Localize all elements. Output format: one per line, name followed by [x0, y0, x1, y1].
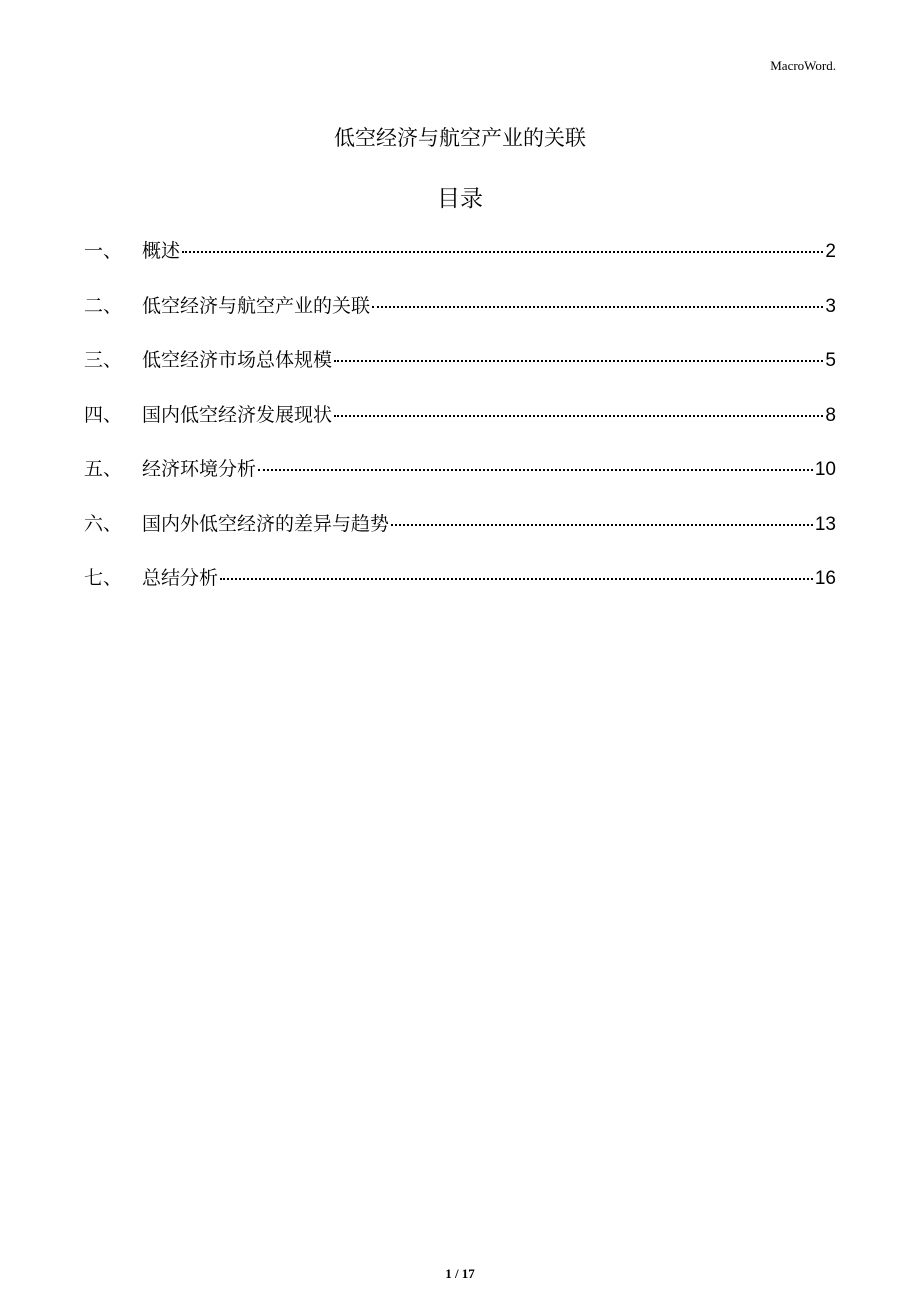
toc-entry-number: 一、: [84, 240, 123, 262]
toc-heading: 目录: [437, 186, 483, 212]
toc-dot-leader: [334, 360, 823, 362]
toc-entry-title: 国内外低空经济的差异与趋势: [142, 512, 390, 535]
toc-entry-page: 3: [825, 295, 836, 317]
toc-dot-leader: [220, 578, 813, 580]
toc-entry-page: 2: [825, 241, 836, 262]
toc-dot-leader: [334, 415, 823, 417]
toc-entry-page: 10: [814, 459, 836, 480]
table-of-contents: [84, 236, 836, 618]
toc-entry-number: 七、: [84, 567, 123, 589]
toc-entry-number: 六、: [84, 512, 123, 535]
toc-entry-number: 五、: [84, 458, 123, 480]
toc-entry-page: 5: [825, 350, 836, 371]
header-mark: MacroWord.: [770, 58, 836, 73]
toc-entry[interactable]: [84, 345, 836, 400]
toc-entry-page: 8: [825, 404, 836, 426]
toc-entry-title: 经济环境分析: [142, 458, 257, 480]
toc-entry-page: 16: [814, 568, 836, 589]
page-number-footer: 1 / 17: [445, 1266, 475, 1281]
toc-dot-leader: [258, 469, 813, 471]
toc-dot-leader: [372, 306, 823, 308]
toc-entry[interactable]: [84, 509, 836, 564]
toc-dot-leader: [182, 251, 823, 253]
toc-entry-title: 概述: [142, 240, 181, 262]
toc-dot-leader: [391, 524, 813, 526]
toc-entry-number: 二、: [84, 294, 123, 317]
toc-entry-title: 低空经济与航空产业的关联: [142, 294, 371, 317]
toc-entry[interactable]: [84, 563, 836, 618]
document-title: 低空经济与航空产业的关联: [334, 126, 586, 150]
toc-entry-number: 三、: [84, 349, 123, 371]
toc-entry-title: 低空经济市场总体规模: [142, 349, 333, 371]
toc-entry[interactable]: [84, 454, 836, 509]
toc-entry-number: 四、: [84, 403, 123, 426]
toc-entry[interactable]: [84, 291, 836, 346]
toc-entry[interactable]: [84, 236, 836, 291]
toc-entry-page: 13: [814, 513, 836, 535]
toc-entry[interactable]: [84, 400, 836, 455]
toc-entry-title: 国内低空经济发展现状: [142, 403, 333, 426]
toc-entry-title: 总结分析: [142, 567, 219, 589]
